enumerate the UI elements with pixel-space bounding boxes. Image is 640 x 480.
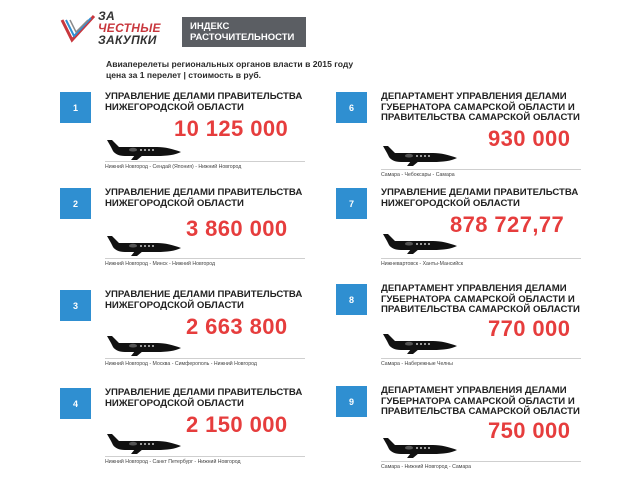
card-number-badge: 9 bbox=[336, 386, 367, 417]
index-label-line-1: ИНДЕКС bbox=[190, 21, 230, 32]
card-number-badge: 6 bbox=[336, 92, 367, 123]
divider bbox=[381, 169, 581, 170]
organization-name: УПРАВЛЕНИЕ ДЕЛАМИ ПРАВИТЕЛЬСТВА НИЖЕГОРОДСКОЙ ОБЛАСТИ bbox=[105, 387, 303, 409]
divider bbox=[381, 461, 581, 462]
card-number-badge: 7 bbox=[336, 188, 367, 219]
divider bbox=[105, 358, 305, 359]
airplane-icon bbox=[381, 436, 459, 458]
divider bbox=[381, 358, 581, 359]
price: 2 150 000 bbox=[186, 412, 288, 437]
organization-name: ДЕПАРТАМЕНТ УПРАВЛЕНИЯ ДЕЛАМИ ГУБЕРНАТОРА САМАРСКОЙ ОБЛАСТИ И ПРАВИТЕЛЬСТВА САМАРСКОЙ ОБЛАСТИ bbox=[381, 91, 580, 123]
price: 3 860 000 bbox=[186, 216, 288, 241]
organization-name: УПРАВЛЕНИЕ ДЕЛАМИ ПРАВИТЕЛЬСТВА НИЖЕГОРОДСКОЙ ОБЛАСТИ bbox=[105, 91, 303, 113]
airplane-icon bbox=[381, 232, 459, 254]
subtitle-line-1: Авиаперелеты региональных органов власти в 2015 году bbox=[106, 59, 354, 69]
divider bbox=[105, 161, 305, 162]
card-3 bbox=[60, 290, 310, 376]
airplane-icon bbox=[381, 144, 459, 166]
route: Самара - Нижний Новгород - Самара bbox=[381, 464, 471, 470]
route: Самара - Чебоксары - Самара bbox=[381, 172, 455, 178]
route: Нижний Новгород - Минск - Нижний Новгород bbox=[105, 261, 216, 267]
logo-line-3: ЗАКУПКИ bbox=[98, 33, 157, 47]
logo-checkmark-icon bbox=[60, 14, 96, 44]
airplane-icon bbox=[381, 332, 459, 354]
index-label bbox=[182, 17, 306, 47]
price: 750 000 bbox=[488, 418, 571, 443]
price: 10 125 000 bbox=[174, 116, 289, 141]
organization-name: УПРАВЛЕНИЕ ДЕЛАМИ ПРАВИТЕЛЬСТВА НИЖЕГОРОДСКОЙ ОБЛАСТИ bbox=[105, 187, 303, 209]
airplane-icon bbox=[105, 234, 183, 256]
logo-line-1: ЗА bbox=[98, 9, 115, 23]
divider bbox=[105, 258, 305, 259]
route: Нижневартовск - Ханты-Мансийск bbox=[381, 261, 464, 267]
card-number-badge: 2 bbox=[60, 188, 91, 219]
card-2 bbox=[60, 188, 310, 274]
organization-name: УПРАВЛЕНИЕ ДЕЛАМИ ПРАВИТЕЛЬСТВА НИЖЕГОРОДСКОЙ ОБЛАСТИ bbox=[381, 187, 579, 209]
card-number-badge: 1 bbox=[60, 92, 91, 123]
organization-name: УПРАВЛЕНИЕ ДЕЛАМИ ПРАВИТЕЛЬСТВА НИЖЕГОРОДСКОЙ ОБЛАСТИ bbox=[105, 289, 303, 311]
logo bbox=[60, 8, 172, 48]
airplane-icon bbox=[105, 432, 183, 454]
price: 878 727,77 bbox=[450, 212, 565, 237]
card-7 bbox=[336, 188, 586, 274]
price: 770 000 bbox=[488, 316, 571, 341]
card-9 bbox=[336, 386, 586, 472]
card-number-badge: 3 bbox=[60, 290, 91, 321]
divider bbox=[381, 258, 581, 259]
route: Самара - Набережные Челны bbox=[381, 361, 453, 367]
price: 930 000 bbox=[488, 126, 571, 151]
route: Нижний Новгород - Санкт Петербург - Нижний Новгород bbox=[105, 459, 241, 465]
route: Нижний Новгород - Сендай (Япония) - Нижний Новгород bbox=[105, 164, 242, 170]
subtitle-line-2: цена за 1 перелет | стоимость в руб. bbox=[106, 70, 262, 80]
card-4 bbox=[60, 388, 310, 474]
organization-name: ДЕПАРТАМЕНТ УПРАВЛЕНИЯ ДЕЛАМИ ГУБЕРНАТОРА САМАРСКОЙ ОБЛАСТИ И ПРАВИТЕЛЬСТВА САМАРСКОЙ ОБЛАСТИ bbox=[381, 283, 580, 315]
card-number-badge: 4 bbox=[60, 388, 91, 419]
card-6 bbox=[336, 92, 586, 178]
logo-line-2: ЧЕСТНЫЕ bbox=[98, 21, 161, 35]
card-8 bbox=[336, 284, 586, 370]
subtitle bbox=[106, 59, 353, 81]
index-label-line-2: РАСТОЧИТЕЛЬНОСТИ bbox=[190, 32, 295, 43]
airplane-icon bbox=[105, 138, 183, 160]
logo-text bbox=[98, 10, 161, 46]
route: Нижний Новгород - Москва - Симферополь - Нижний Новгород bbox=[105, 361, 257, 367]
organization-name: ДЕПАРТАМЕНТ УПРАВЛЕНИЯ ДЕЛАМИ ГУБЕРНАТОРА САМАРСКОЙ ОБЛАСТИ И ПРАВИТЕЛЬСТВА САМАРСКОЙ ОБЛАСТИ bbox=[381, 385, 580, 417]
divider bbox=[105, 456, 305, 457]
price: 2 663 800 bbox=[186, 314, 288, 339]
airplane-icon bbox=[105, 334, 183, 356]
card-number-badge: 8 bbox=[336, 284, 367, 315]
card-1 bbox=[60, 92, 310, 178]
